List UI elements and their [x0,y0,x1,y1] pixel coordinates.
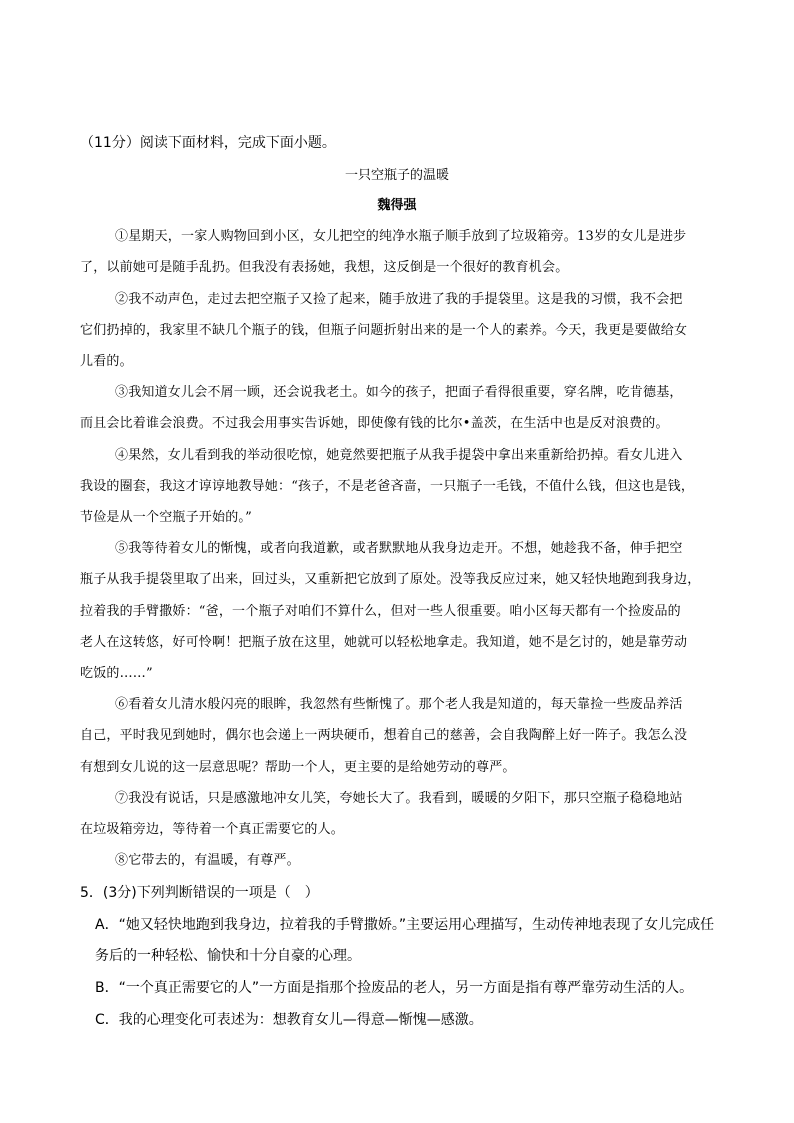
paragraph-line: 吃饭的……” [80,666,153,681]
option-a-line1: A．“她又轻快地跑到我身边，拉着我的手臂撒娇。”主要运用心理描写，生动传神地表现了女儿完成任 [95,917,715,933]
paragraph-line: 它们扔掉的，我家里不缺几个瓶子的钱，但瓶子问题折射出来的是一个人的素养。今天，我更是要做给女 [80,323,688,338]
paragraph-line: ⑧它带去的，有温暖，有尊严。 [115,853,300,868]
paragraph-line: ③我知道女儿会不屑一顾，还会说我老土。如今的孩子，把面子看得很重要，穿名牌，吃肯德基， [115,385,683,400]
paragraph-line: 节俭是从一个空瓶子开始的。” [80,510,252,525]
paragraph-line: 儿看的。 [80,354,133,369]
paragraph-line: 有想到女儿说的这一层意思呢？帮助一个人，更主要的是给她劳动的尊严。 [80,760,516,775]
article-author: 魏得强 [377,198,417,213]
paragraph-line: 瓶子从我手提袋里取了出来，回过头，又重新把它放到了原处。没等我反应过来，她又轻快地跑到我身边， [80,572,701,587]
paragraph-line: 了，以前她可是随手乱扔。但我没有表扬她，我想，这反倒是一个很好的教育机会。 [80,260,569,275]
paragraph-line: ①星期天，一家人购物回到小区，女儿把空的纯净水瓶子顺手放到了垃圾箱旁。13岁的女儿是进步 [115,229,687,244]
paragraph-line: 拉着我的手臂撒娇：“爸，一个瓶子对咱们不算什么，但对一些人很重要。咱小区每天都有一个捡废品的 [80,604,681,619]
paragraph-line: 老人在这转悠，好可怜啊！把瓶子放在这里，她就可以轻松地拿走。我知道，她不是乞讨的，她是靠劳动 [80,635,688,650]
article-title: 一只空瓶子的温暖 [344,168,449,183]
paragraph-line: ④果然，女儿看到我的举动很吃惊，她竟然要把瓶子从我手提袋中拿出来重新给扔掉。看女儿进入 [115,448,683,463]
paragraph-line: 而且会比着谁会浪费。不过我会用事实告诉她，即使像有钱的比尔•盖茨，在生活中也是反对浪费的。 [80,416,669,431]
paragraph-line: ⑦我没有说话，只是感激地冲女儿笑，夸她长大了。我看到，暖暖的夕阳下，那只空瓶子稳稳地站 [115,791,683,806]
paragraph-line: ⑥看着女儿清水般闪亮的眼眸，我忽然有些惭愧了。那个老人我是知道的，每天靠捡一些废品养活 [115,697,683,712]
paragraph-line: 自己，平时我见到她时，偶尔也会递上一两块硬币，想着自己的慈善，会自我陶醉上好一阵子。我怎么没 [80,728,688,743]
paragraph-line: 在垃圾箱旁边，等待着一个真正需要它的人。 [80,822,345,837]
option-a-line2: 务后的一种轻松、愉快和十分自豪的心理。 [95,948,361,964]
paragraph-line: ⑤我等待着女儿的惭愧，或者向我道歉，或者默默地从我身边走开。不想，她趁我不备，伸手把空 [115,541,683,556]
question-stem: 5．(3分)下列判断错误的一项是（ ） [80,885,319,901]
option-c: C．我的心理变化可表述为：想教育女儿—得意—惭愧—感激。 [95,1012,483,1028]
option-b: B．“一个真正需要它的人”一方面是指那个捡废品的老人，另一方面是指有尊严靠劳动生活的人。 [95,980,694,996]
section-header: （11分）阅读下面材料，完成下面小题。 [80,135,336,151]
paragraph-line: 我设的圈套，我这才谆谆地教导她：“孩子，不是老爸吝啬，一只瓶子一毛钱，不值什么钱，但这也是钱， [80,479,695,494]
paragraph-line: ②我不动声色，走过去把空瓶子又捡了起来，随手放进了我的手提袋里。这是我的习惯，我不会把 [115,292,683,307]
